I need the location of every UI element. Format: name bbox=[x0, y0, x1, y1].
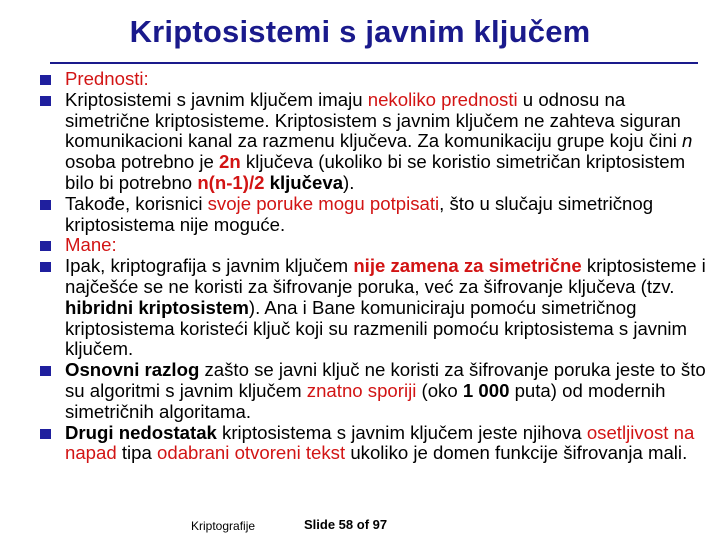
bullet-text-segment: osoba potrebno je bbox=[65, 151, 220, 173]
square-bullet-icon bbox=[40, 262, 51, 272]
bullet-text-segment: ključeva (ukoliko bi se koristio simetričan kriptosistem bilo bi potrebno bbox=[65, 151, 686, 193]
bullet-text-segment: kriptosisteme i najčešće se ne koristi za šifrovanje poruka, već za šifrovanje ključeva (tzv. bbox=[65, 255, 706, 297]
bullet-text-segment: , što u slučaju simetričnog kriptosistema nije moguće. bbox=[65, 192, 654, 235]
bullet-text-segment: ). bbox=[343, 171, 355, 193]
square-bullet-icon bbox=[40, 429, 51, 439]
bullet-text-segment: Osnovni razlog bbox=[65, 359, 200, 381]
bullet-item bbox=[40, 69, 708, 90]
bullet-text-segment: Prednosti: bbox=[65, 68, 149, 89]
bullet-text-segment: Takođe, korisnici bbox=[65, 192, 208, 214]
bullet-item bbox=[40, 90, 708, 194]
slide-title: Kriptosistemi s javnim ključem bbox=[129, 14, 591, 49]
square-bullet-icon bbox=[40, 366, 51, 376]
bullet-item bbox=[40, 360, 708, 422]
bullet-text-segment: ključeva bbox=[264, 171, 344, 193]
bullet-item bbox=[40, 423, 708, 465]
bullet-text-segment: tipa bbox=[116, 442, 158, 464]
bullet-text-segment: nekoliko prednosti bbox=[367, 88, 518, 110]
bullet-text-segment: Kriptosistemi s javnim ključem imaju bbox=[65, 88, 368, 110]
footer-course-label: Kriptografije bbox=[191, 519, 256, 533]
title-divider bbox=[50, 62, 698, 64]
bullet-text-segment: kriptosistema s javnim ključem jeste njihova bbox=[216, 421, 587, 443]
bullet-list bbox=[40, 69, 708, 464]
square-bullet-icon bbox=[40, 96, 51, 106]
bullet-item bbox=[40, 194, 708, 236]
bullet-text-segment: hibridni kriptosistem bbox=[65, 296, 249, 318]
bullet-text-segment: n(n-1)/2 bbox=[197, 171, 265, 193]
bullet-text-segment: Drugi nedostatak bbox=[65, 421, 217, 443]
bullet-text-segment: nije zamena za simetrične bbox=[353, 255, 582, 277]
bullet-item bbox=[40, 256, 708, 360]
bullet-text-segment: 2n bbox=[219, 151, 241, 173]
bullet-text-segment: osetljivost na napad bbox=[65, 421, 695, 464]
bullet-text-segment: (oko bbox=[416, 379, 463, 401]
bullet-text-segment: n bbox=[682, 130, 693, 152]
bullet-text-segment: znatno sporiji bbox=[306, 379, 417, 401]
bullet-text-segment: svoje poruke mogu potpisati bbox=[207, 192, 440, 214]
bullet-text-segment: 1 000 bbox=[462, 379, 510, 401]
bullet-text-segment: u odnosu na simetrične kriptosisteme. Kriptosistem s javnim ključem ne zahteva siguran komunikacioni kanal za razmenu ključeva. Za komunikaciju grupe koju čini bbox=[65, 88, 682, 152]
bullet-item bbox=[40, 235, 708, 256]
bullet-text-segment: ). Ana i Bane komuniciraju pomoću simetričnog kriptosistema koristeći ključ koji su razmenili pomoću kriptosistema s javnim ključem. bbox=[65, 296, 688, 360]
square-bullet-icon bbox=[40, 75, 51, 85]
slide-number: Slide 58 of 97 bbox=[304, 517, 388, 532]
bullet-text-segment: ukoliko je domen funkcije šifrovanja mali. bbox=[345, 442, 688, 464]
bullet-text-segment: Mane: bbox=[65, 234, 117, 256]
square-bullet-icon bbox=[40, 241, 51, 251]
square-bullet-icon bbox=[40, 200, 51, 210]
bullet-text-segment: Ipak, kriptografija s javnim ključem bbox=[65, 255, 354, 277]
bullet-text-segment: zašto se javni ključ ne koristi za šifrovanje poruka jeste to što su algoritmi s javnim ključem bbox=[65, 359, 706, 401]
bullet-text-segment: puta) od modernih simetričnih algoritama. bbox=[65, 379, 666, 422]
bullet-text-segment: odabrani otvoreni tekst bbox=[157, 442, 346, 464]
